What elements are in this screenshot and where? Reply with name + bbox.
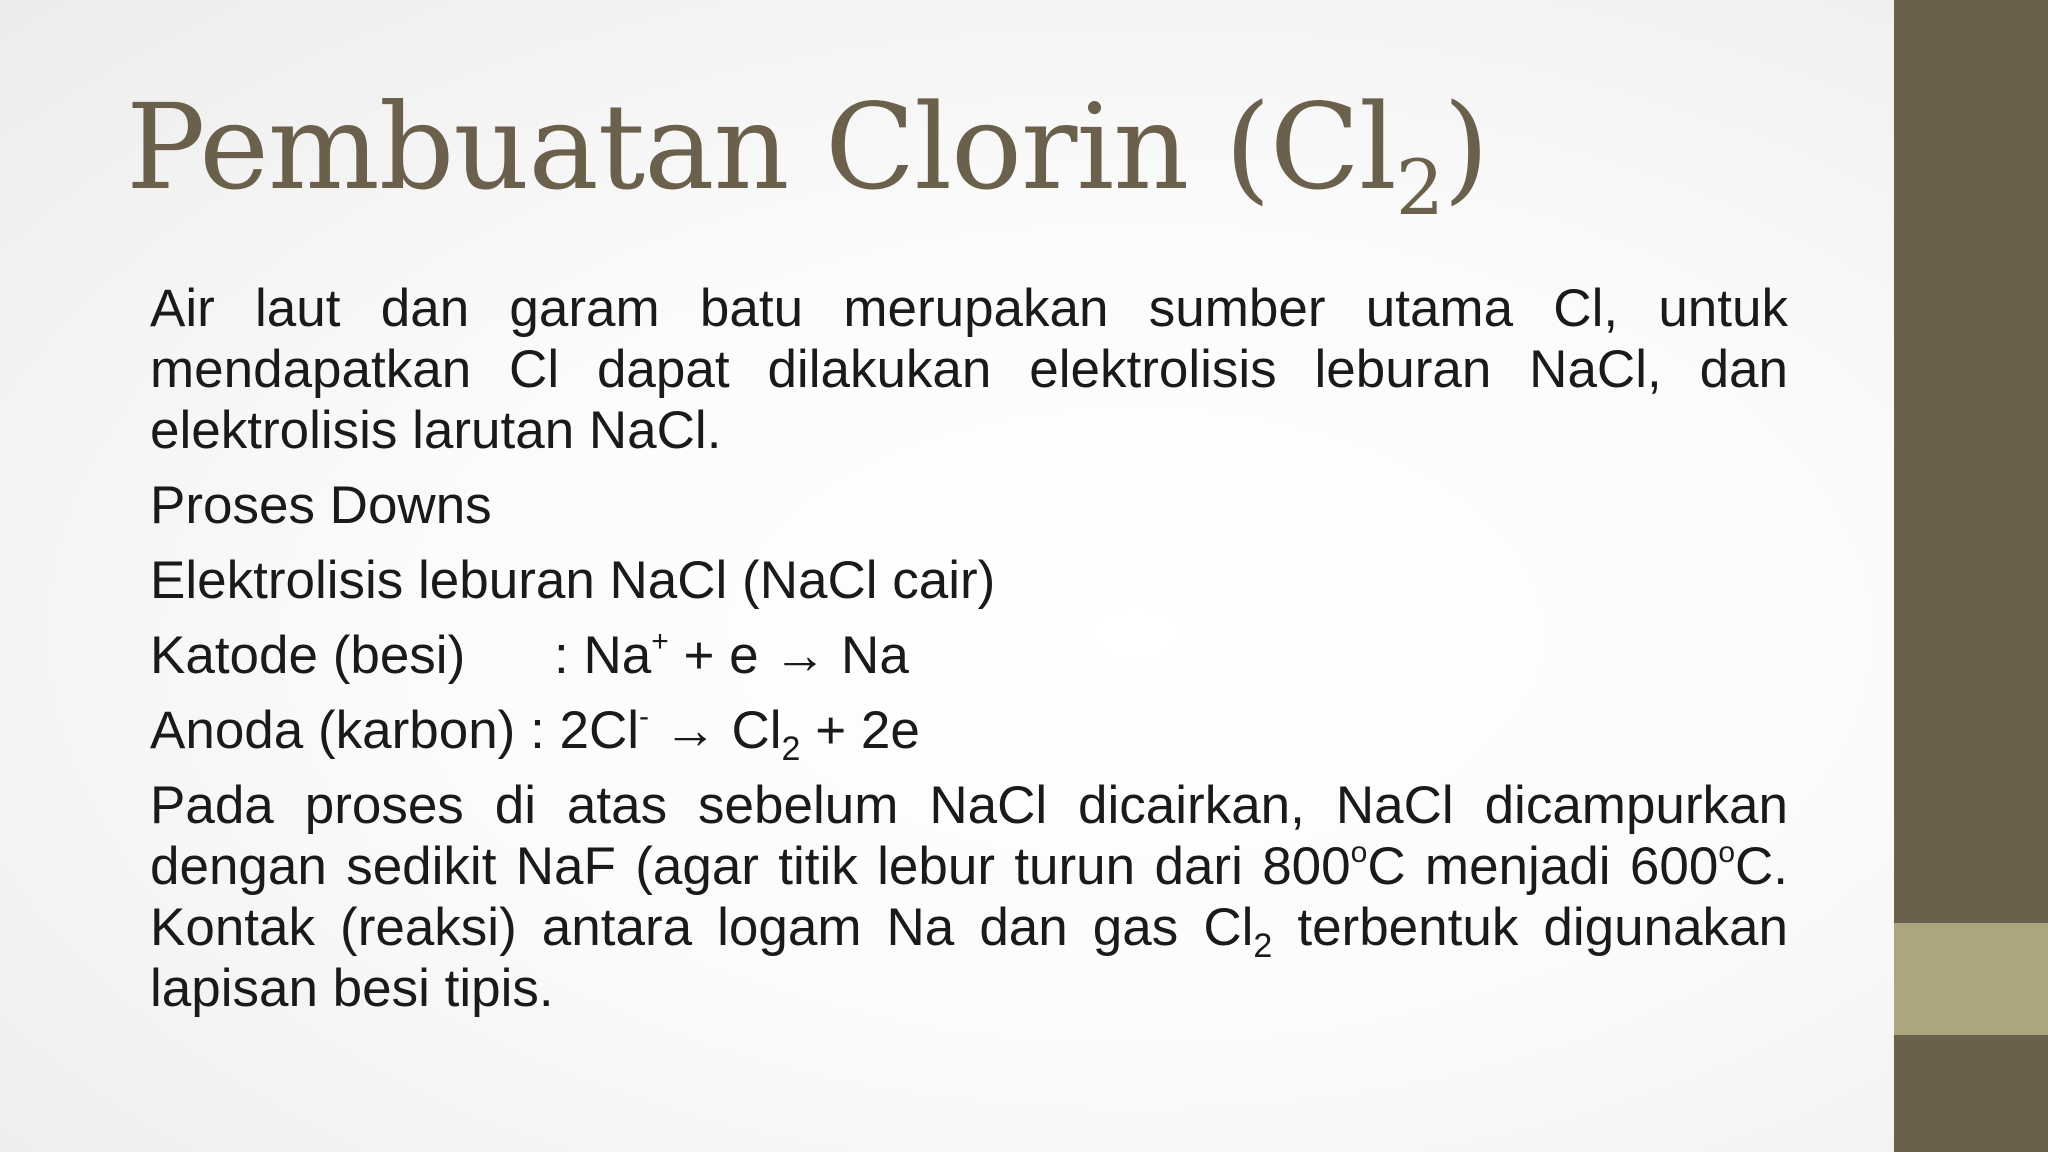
note-part1: Pada proses di atas sebelum NaCl dicairkan, NaCl dicampurkan dengan sedikit NaF (agar titik lebur turun dari 800 — [150, 776, 1788, 896]
note-subscript: 2 — [1253, 927, 1273, 965]
note-part3: C. Kontak (reaksi) antara logam Na dan gas Cl — [150, 837, 1788, 957]
slide-body — [150, 278, 1788, 1033]
title-subscript: 2 — [1395, 143, 1444, 232]
katode-reaction — [150, 625, 1788, 686]
anoda-reaction-start: : 2Cl — [515, 701, 640, 760]
katode-reaction-start: : Na — [554, 626, 652, 685]
anoda-reaction-mid: → Cl — [649, 701, 782, 760]
note-part2: C menjadi 600 — [1367, 837, 1719, 896]
anoda-subscript: 2 — [781, 730, 801, 768]
side-bar-accent — [1894, 923, 2048, 1035]
katode-charge: + — [651, 625, 669, 658]
katode-label: Katode (besi) — [150, 626, 466, 685]
note-paragraph — [150, 775, 1788, 1019]
process-name: Proses Downs — [150, 476, 492, 535]
title-text: Pembuatan Clorin (Cl — [126, 78, 1396, 216]
note-part4: terbentuk digunakan lapisan besi tipis. — [150, 898, 1788, 1018]
title-close-paren: ) — [1443, 78, 1489, 216]
electrolysis-heading: Elektrolisis leburan NaCl (NaCl cair) — [150, 551, 996, 610]
katode-reaction-end: + e → Na — [668, 626, 909, 685]
slide-title — [126, 72, 1489, 232]
anoda-reaction-end: + 2e — [800, 701, 920, 760]
intro-paragraph: Air laut dan garam batu merupakan sumber utama Cl, untuk mendapatkan Cl dapat dilakukan elektrolisis leburan NaCl, dan elektrolisis larutan NaCl. — [150, 279, 1788, 460]
degree-symbol-1: o — [1350, 836, 1368, 869]
anoda-charge: - — [639, 700, 650, 733]
anoda-reaction — [150, 700, 1788, 768]
degree-symbol-2: o — [1718, 836, 1735, 869]
anoda-label: Anoda (karbon) — [150, 701, 516, 760]
